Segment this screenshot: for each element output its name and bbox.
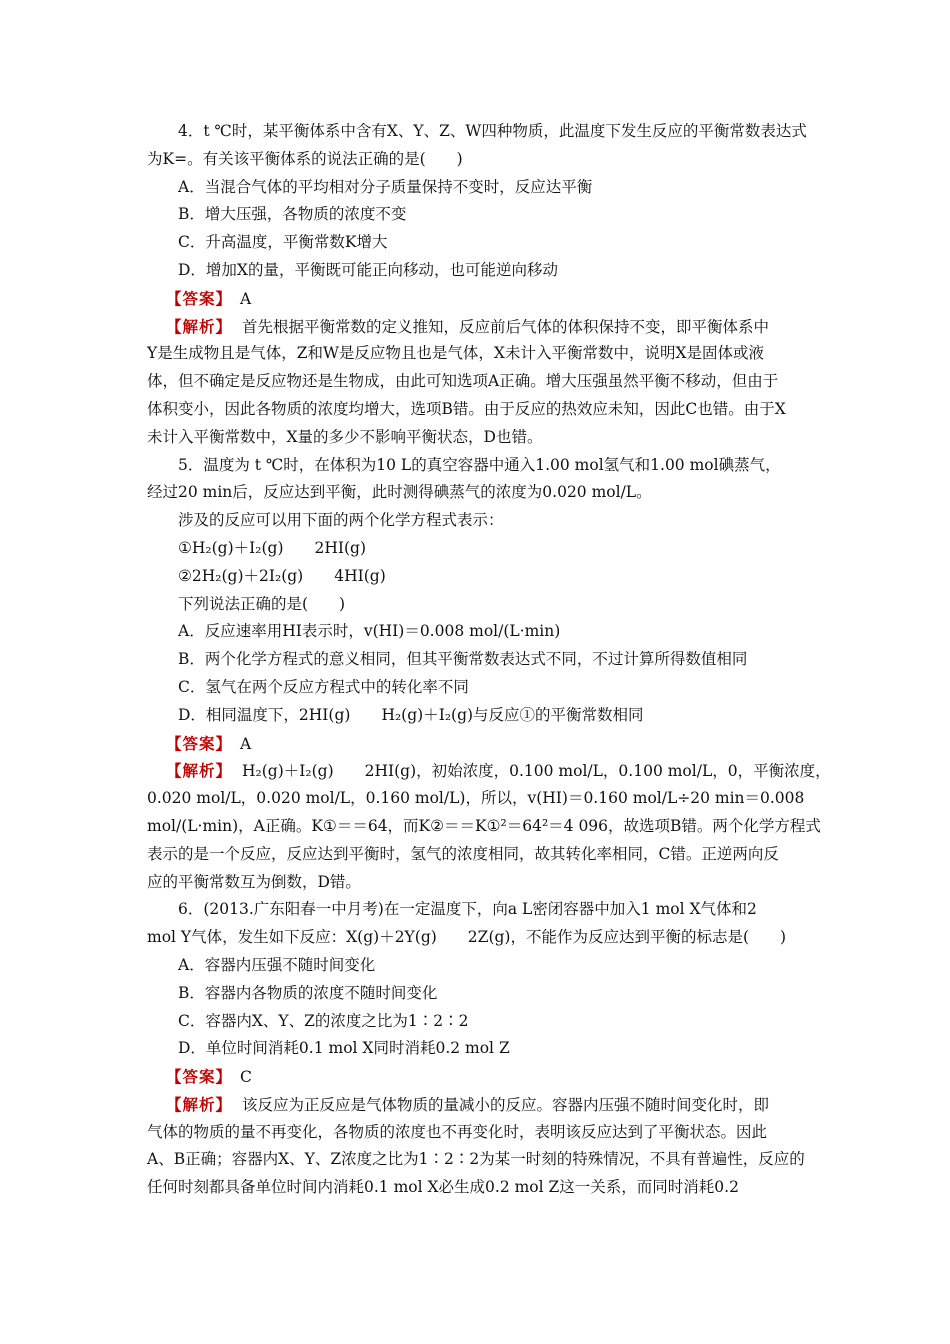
q5-stem-line-2: 经过20 min后，反应达到平衡，此时测得碘蒸气的浓度为0.020 mol/L。 xyxy=(147,483,652,502)
q6-option-a: A．容器内压强不随时间变化 xyxy=(178,955,376,974)
q5-option-d: D．相同温度下，2HI(g) H₂(g)＋I₂(g)与反应①的平衡常数相同 xyxy=(178,705,644,724)
q6-option-c: C．容器内X、Y、Z的浓度之比为1∶2∶2 xyxy=(178,1011,469,1030)
answer-tag: 【答案】 xyxy=(166,733,233,753)
q4-stem-line-2: 为K=。有关该平衡体系的说法正确的是( ) xyxy=(147,149,463,168)
q6-answer-value: C xyxy=(240,1068,252,1087)
analysis-tag: 【解析】 xyxy=(166,316,233,336)
q5-stem-line-1: 5．温度为 t ℃时，在体积为10 L的真空容器中通入1.00 mol氢气和1.00 mol碘蒸气， xyxy=(178,455,781,474)
q4-option-c: C．升高温度，平衡常数K增大 xyxy=(178,233,388,252)
q6-option-b: B．容器内各物质的浓度不随时间变化 xyxy=(178,983,438,1002)
q5-analysis-line-5: 应的平衡常数互为倒数，D错。 xyxy=(147,872,361,891)
page-content xyxy=(147,118,831,1202)
q5-option-b: B．两个化学方程式的意义相同，但其平衡常数表达式不同，不过计算所得数值相同 xyxy=(178,650,748,669)
q5-option-c: C．氢气在两个反应方程式中的转化率不同 xyxy=(178,677,469,696)
q5-answer-value: A xyxy=(240,734,252,753)
q5-analysis-text: H₂(g)＋I₂(g) 2HI(g)，初始浓度，0.100 mol/L，0.100 mol/L，0，平衡浓度， xyxy=(242,762,831,781)
q4-analysis-line-5: 未计入平衡常数中，X量的多少不影响平衡状态，D也错。 xyxy=(147,427,543,446)
q6-analysis-line-4: 任何时刻都具备单位时间内消耗0.1 mol X必生成0.2 mol Z这一关系，而同时消耗0.2 xyxy=(147,1178,739,1197)
q5-analysis-line-2: 0.020 mol/L，0.020 mol/L，0.160 mol/L)，所以，v(HI)＝0.160 mol/L÷20 min＝0.008 xyxy=(147,789,805,808)
q5-option-a: A．反应速率用HI表示时，v(HI)＝0.008 mol/(L·min) xyxy=(178,622,561,641)
answer-tag: 【答案】 xyxy=(166,1067,233,1087)
q6-analysis-line-3: A、B正确；容器内X、Y、Z浓度之比为1∶2∶2为某一时刻的特殊情况，不具有普遍性，反应的 xyxy=(147,1150,805,1169)
q6-analysis-line-2: 气体的物质的量不再变化，各物质的浓度也不再变化时，表明该反应达到了平衡状态。因此 xyxy=(147,1122,768,1141)
q4-analysis-text: 首先根据平衡常数的定义推知，反应前后气体的体积保持不变，即平衡体系中 xyxy=(242,317,770,336)
q6-stem-line-2: mol Y气体，发生如下反应：X(g)＋2Y(g) 2Z(g)，不能作为反应达到平衡的标志是( ) xyxy=(147,928,787,947)
q4-answer-line xyxy=(147,285,812,313)
q6-answer-line xyxy=(147,1063,812,1091)
q4-option-b: B．增大压强，各物质的浓度不变 xyxy=(178,205,407,224)
analysis-tag: 【解析】 xyxy=(166,1094,233,1114)
q6-analysis-text: 该反应为正反应是气体物质的量减小的反应。容器内压强不随时间变化时，即 xyxy=(242,1095,770,1114)
q4-stem-line-1: 4．t ℃时，某平衡体系中含有X、Y、Z、W四种物质，此温度下发生反应的平衡常数表达式 xyxy=(178,122,807,140)
q6-stem-line-1: 6．(2013.广东阳春一中月考)在一定温度下，向a L密闭容器中加入1 mol X气体和2 xyxy=(178,900,757,919)
q5-analysis-line-4: 表示的是一个反应，反应达到平衡时，氢气的浓度相同，故其转化率相同，C错。正逆两向反 xyxy=(147,844,779,863)
q4-answer-value: A xyxy=(240,289,252,308)
q4-option-a: A．当混合气体的平均相对分子质量保持不变时，反应达平衡 xyxy=(178,177,593,196)
q6-analysis-line-1 xyxy=(147,1091,812,1119)
q5-prompt: 下列说法正确的是( ) xyxy=(178,594,346,613)
q5-analysis-line-3: mol/(L·min)，A正确。K①＝＝64，而K②＝＝K①²＝64²＝4 096，故选项B错。两个化学方程式 xyxy=(147,816,821,835)
q4-analysis-line-4: 体积变小，因此各物质的浓度均增大，选项B错。由于反应的热效应未知，因此C也错。由于X xyxy=(147,399,786,418)
q5-equation-2: ②2H₂(g)＋2I₂(g) 4HI(g) xyxy=(178,566,386,585)
q5-equation-1: ①H₂(g)＋I₂(g) 2HI(g) xyxy=(178,538,367,557)
q4-analysis-line-2: Y是生成物且是气体，Z和W是反应物且也是气体，X未计入平衡常数中，说明X是固体或液 xyxy=(147,344,765,363)
analysis-tag: 【解析】 xyxy=(166,761,233,781)
answer-tag: 【答案】 xyxy=(166,288,233,308)
q4-analysis-line-3: 体，但不确定是反应物还是生物成，由此可知选项A正确。增大压强虽然平衡不移动，但由于 xyxy=(147,372,779,391)
q4-option-d: D．增加X的量，平衡既可能正向移动，也可能逆向移动 xyxy=(178,260,558,279)
q6-option-d: D．单位时间消耗0.1 mol X同时消耗0.2 mol Z xyxy=(178,1039,510,1058)
q4-analysis-line-1 xyxy=(147,313,812,341)
q5-intro: 涉及的反应可以用下面的两个化学方程式表示： xyxy=(178,511,504,530)
q5-answer-line xyxy=(147,730,812,758)
q5-analysis-line-1 xyxy=(147,757,831,785)
